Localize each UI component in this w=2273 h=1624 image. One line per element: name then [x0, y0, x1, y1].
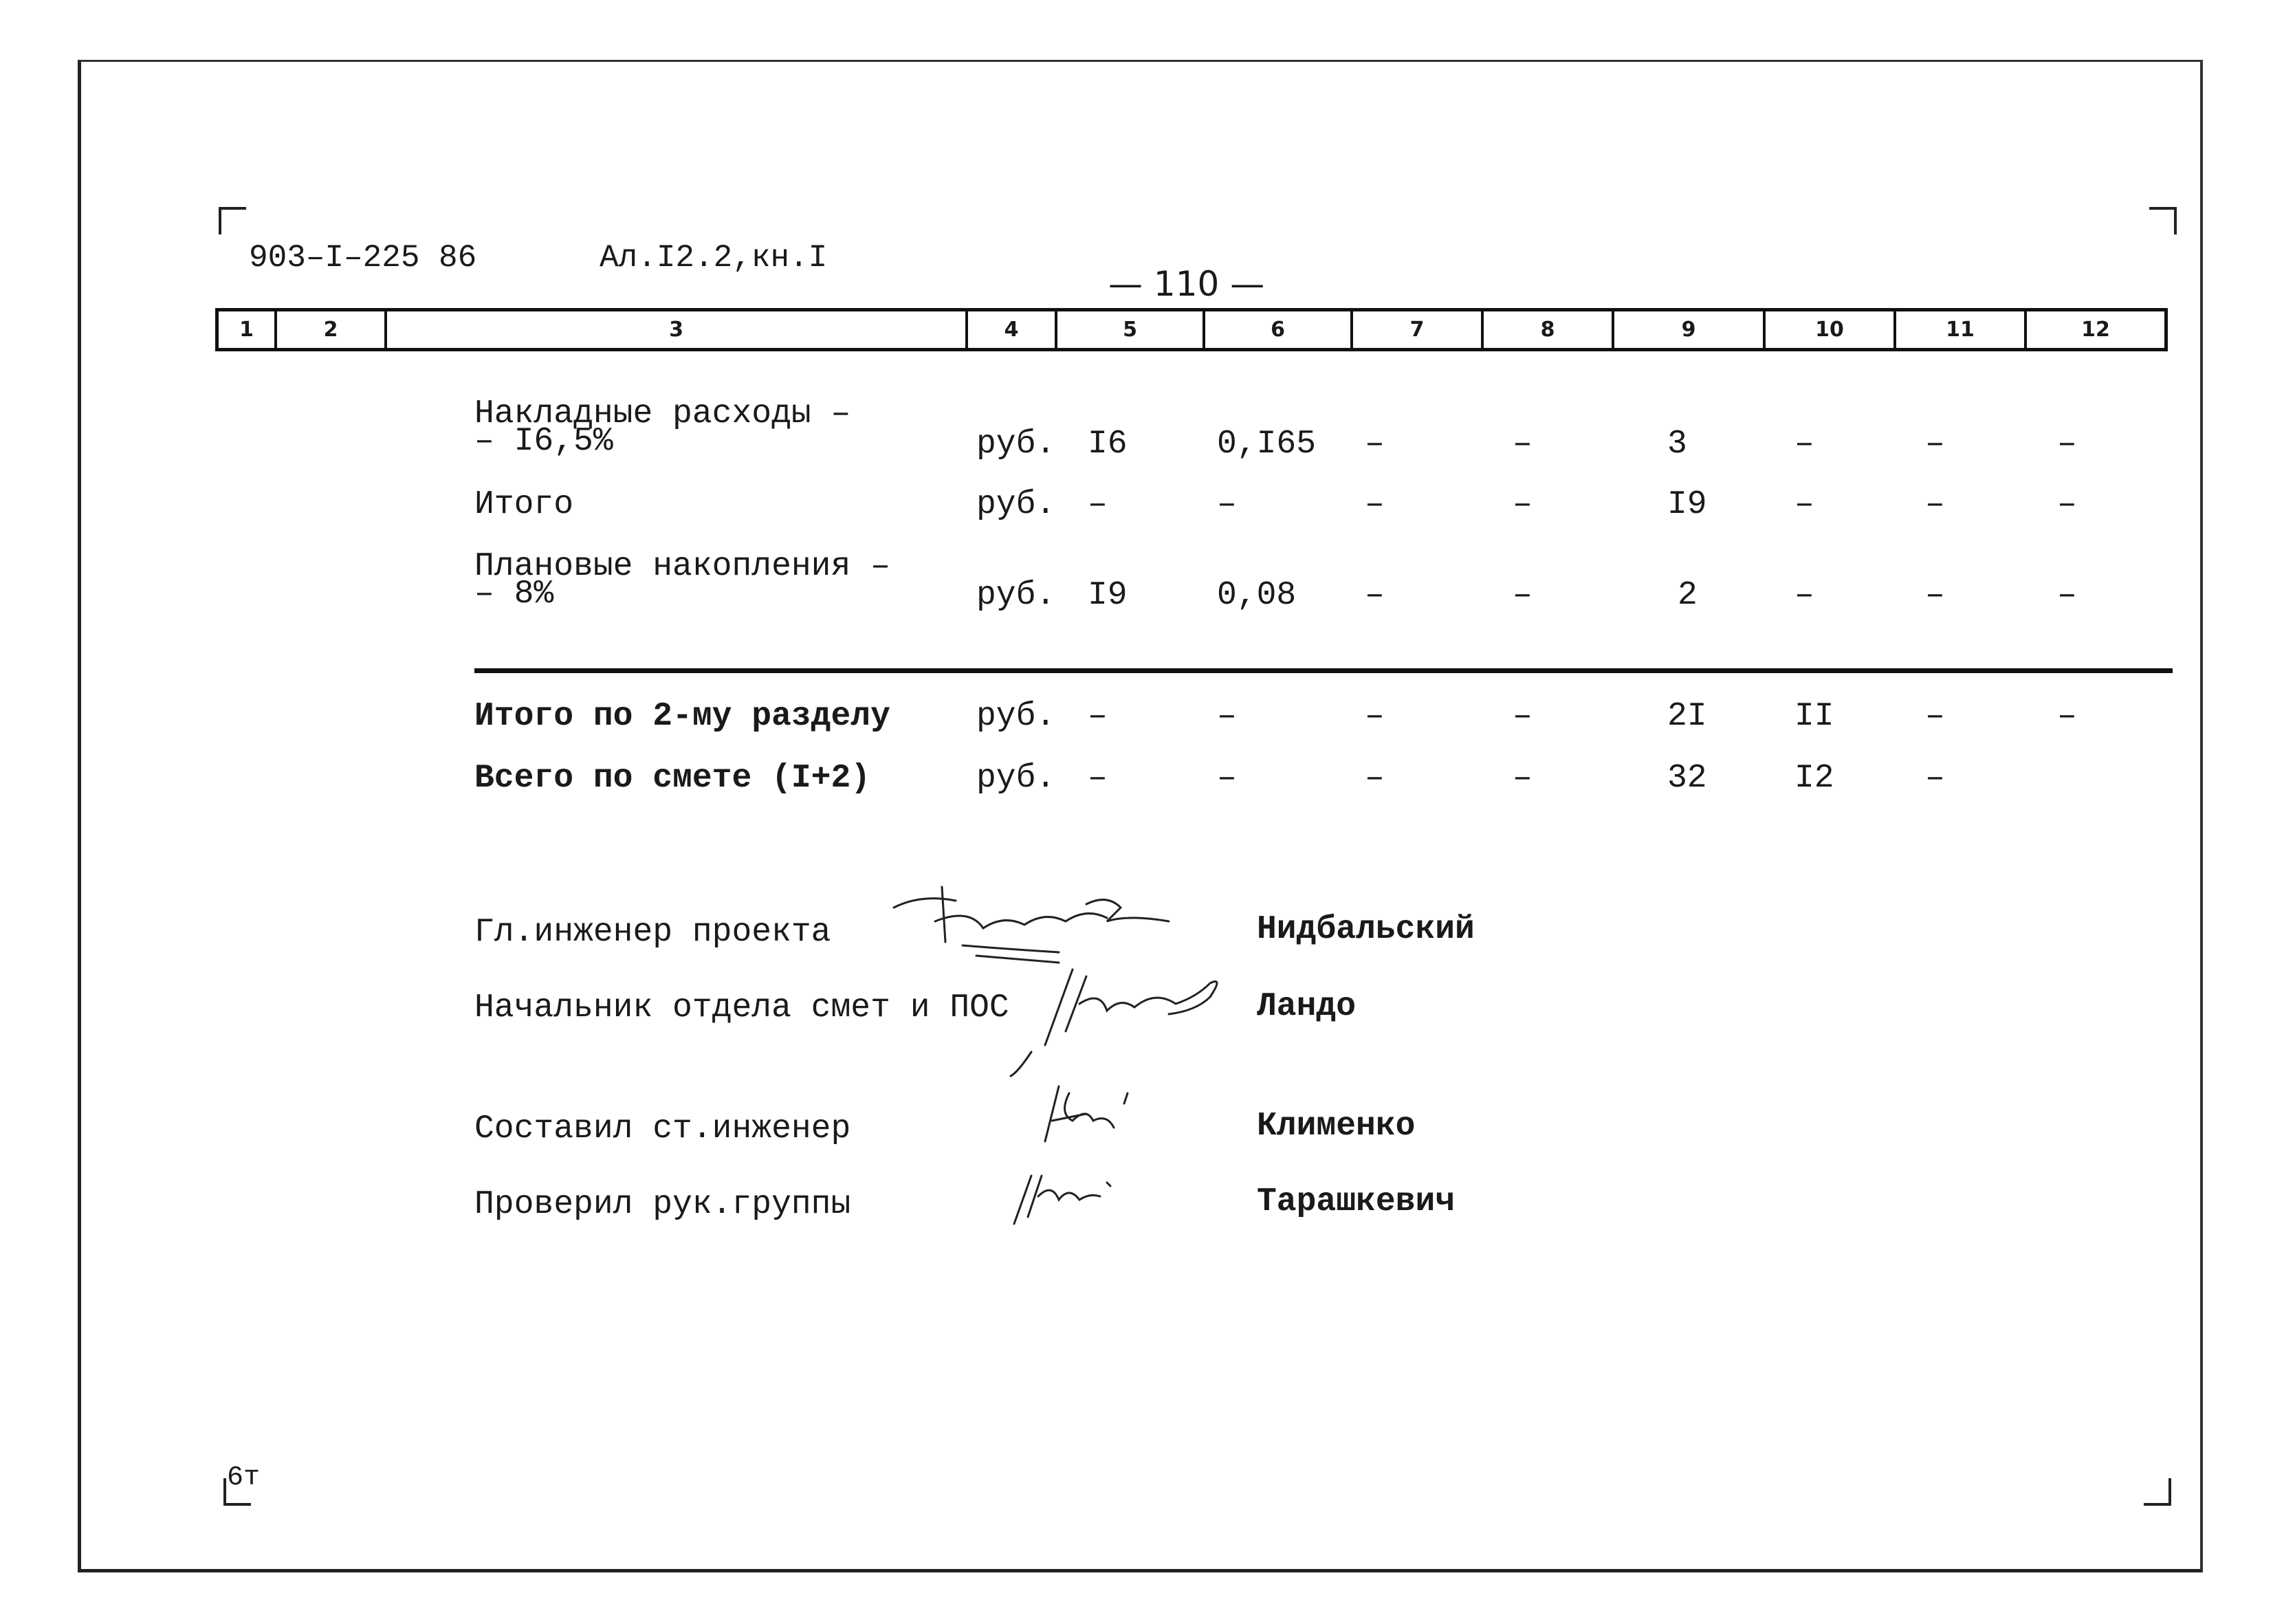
- total-name: Итого по 2-му разделу: [474, 698, 890, 735]
- row-col11: –: [1925, 426, 1945, 463]
- total-col6: –: [1217, 698, 1237, 735]
- total-col9: 2I: [1667, 698, 1707, 735]
- row-col11: –: [1925, 486, 1945, 523]
- corner-mark-top-right: [2149, 207, 2177, 234]
- row-col6: –: [1217, 486, 1237, 523]
- row-col5: I6: [1088, 426, 1128, 463]
- row-name-line1: Плановые накопления –: [474, 548, 890, 585]
- total-col10: I2: [1794, 760, 1834, 797]
- total-unit: руб.: [976, 760, 1056, 797]
- row-col12: –: [2057, 426, 2077, 463]
- signature-role: Проверил рук.группы: [474, 1186, 851, 1223]
- row-col12: –: [2057, 486, 2077, 523]
- handwritten-signature: [1031, 1079, 1155, 1155]
- signature-name: Нидбальский: [1257, 911, 1475, 948]
- row-unit: руб.: [976, 426, 1056, 463]
- column-number: 2: [277, 311, 387, 348]
- column-number-row: [215, 308, 2168, 351]
- total-col8: –: [1513, 698, 1533, 735]
- row-col5: –: [1088, 486, 1108, 523]
- column-number: 4: [968, 311, 1057, 348]
- total-col9: 32: [1667, 760, 1707, 797]
- column-number: 1: [219, 311, 277, 348]
- total-col5: –: [1088, 698, 1108, 735]
- column-number: 9: [1614, 311, 1766, 348]
- signature-role: Начальник отдела смет и ПОС: [474, 989, 1009, 1027]
- handwritten-signature: [1004, 1162, 1141, 1231]
- column-number: 11: [1896, 311, 2027, 348]
- handwritten-signature: [880, 880, 1210, 976]
- row-col5: I9: [1088, 577, 1128, 614]
- row-col10: –: [1794, 486, 1814, 523]
- row-col6: 0,I65: [1217, 426, 1317, 463]
- signature-name: Ландо: [1257, 988, 1357, 1025]
- row-name-line1: Накладные расходы –: [474, 395, 851, 432]
- row-col7: –: [1365, 426, 1385, 463]
- total-col8: –: [1513, 760, 1533, 797]
- footer-mark: 6т: [227, 1462, 261, 1493]
- row-col11: –: [1925, 577, 1945, 614]
- row-col9: 3: [1667, 426, 1687, 463]
- total-col12: –: [2057, 698, 2077, 735]
- column-number: 6: [1205, 311, 1353, 348]
- row-col6: 0,08: [1217, 577, 1297, 614]
- row-col8: –: [1513, 577, 1533, 614]
- total-col7: –: [1365, 698, 1385, 735]
- total-col11: –: [1925, 698, 1945, 735]
- column-number: 5: [1057, 311, 1205, 348]
- total-col6: –: [1217, 760, 1237, 797]
- row-col12: –: [2057, 577, 2077, 614]
- row-col8: –: [1513, 426, 1533, 463]
- total-col11: –: [1925, 760, 1945, 797]
- page-number: — 110 —: [1108, 264, 1265, 304]
- row-col9: I9: [1667, 486, 1707, 523]
- row-name-line1: Итого: [474, 486, 574, 523]
- column-number: 10: [1766, 311, 1896, 348]
- row-col7: –: [1365, 577, 1385, 614]
- column-number: 3: [387, 311, 968, 348]
- row-col10: –: [1794, 577, 1814, 614]
- row-col8: –: [1513, 486, 1533, 523]
- row-col10: –: [1794, 426, 1814, 463]
- corner-mark-top-left: [219, 207, 246, 234]
- total-unit: руб.: [976, 698, 1056, 735]
- handwritten-signature: [1004, 963, 1251, 1079]
- row-unit: руб.: [976, 577, 1056, 614]
- signature-role: Гл.инженер проекта: [474, 914, 831, 951]
- doc-code: 903–I–225 86: [249, 240, 477, 276]
- column-number: 7: [1353, 311, 1484, 348]
- row-unit: руб.: [976, 486, 1056, 523]
- row-col7: –: [1365, 486, 1385, 523]
- album-ref: Ал.I2.2,кн.I: [600, 240, 828, 276]
- signature-role: Составил ст.инженер: [474, 1110, 851, 1148]
- row-col9: 2: [1678, 577, 1698, 614]
- column-number: 12: [2081, 318, 2110, 342]
- total-name: Всего по смете (I+2): [474, 760, 871, 797]
- row-name-line2: – 8%: [474, 575, 554, 613]
- signature-name: Клименко: [1257, 1108, 1416, 1145]
- corner-mark-bottom-right: [2144, 1478, 2171, 1506]
- total-col5: –: [1088, 760, 1108, 797]
- column-number: 8: [1484, 311, 1614, 348]
- section-divider: [474, 668, 2173, 673]
- row-name-line2: – I6,5%: [474, 423, 613, 460]
- total-col7: –: [1365, 760, 1385, 797]
- total-col10: II: [1794, 698, 1834, 735]
- signature-name: Тарашкевич: [1257, 1183, 1456, 1220]
